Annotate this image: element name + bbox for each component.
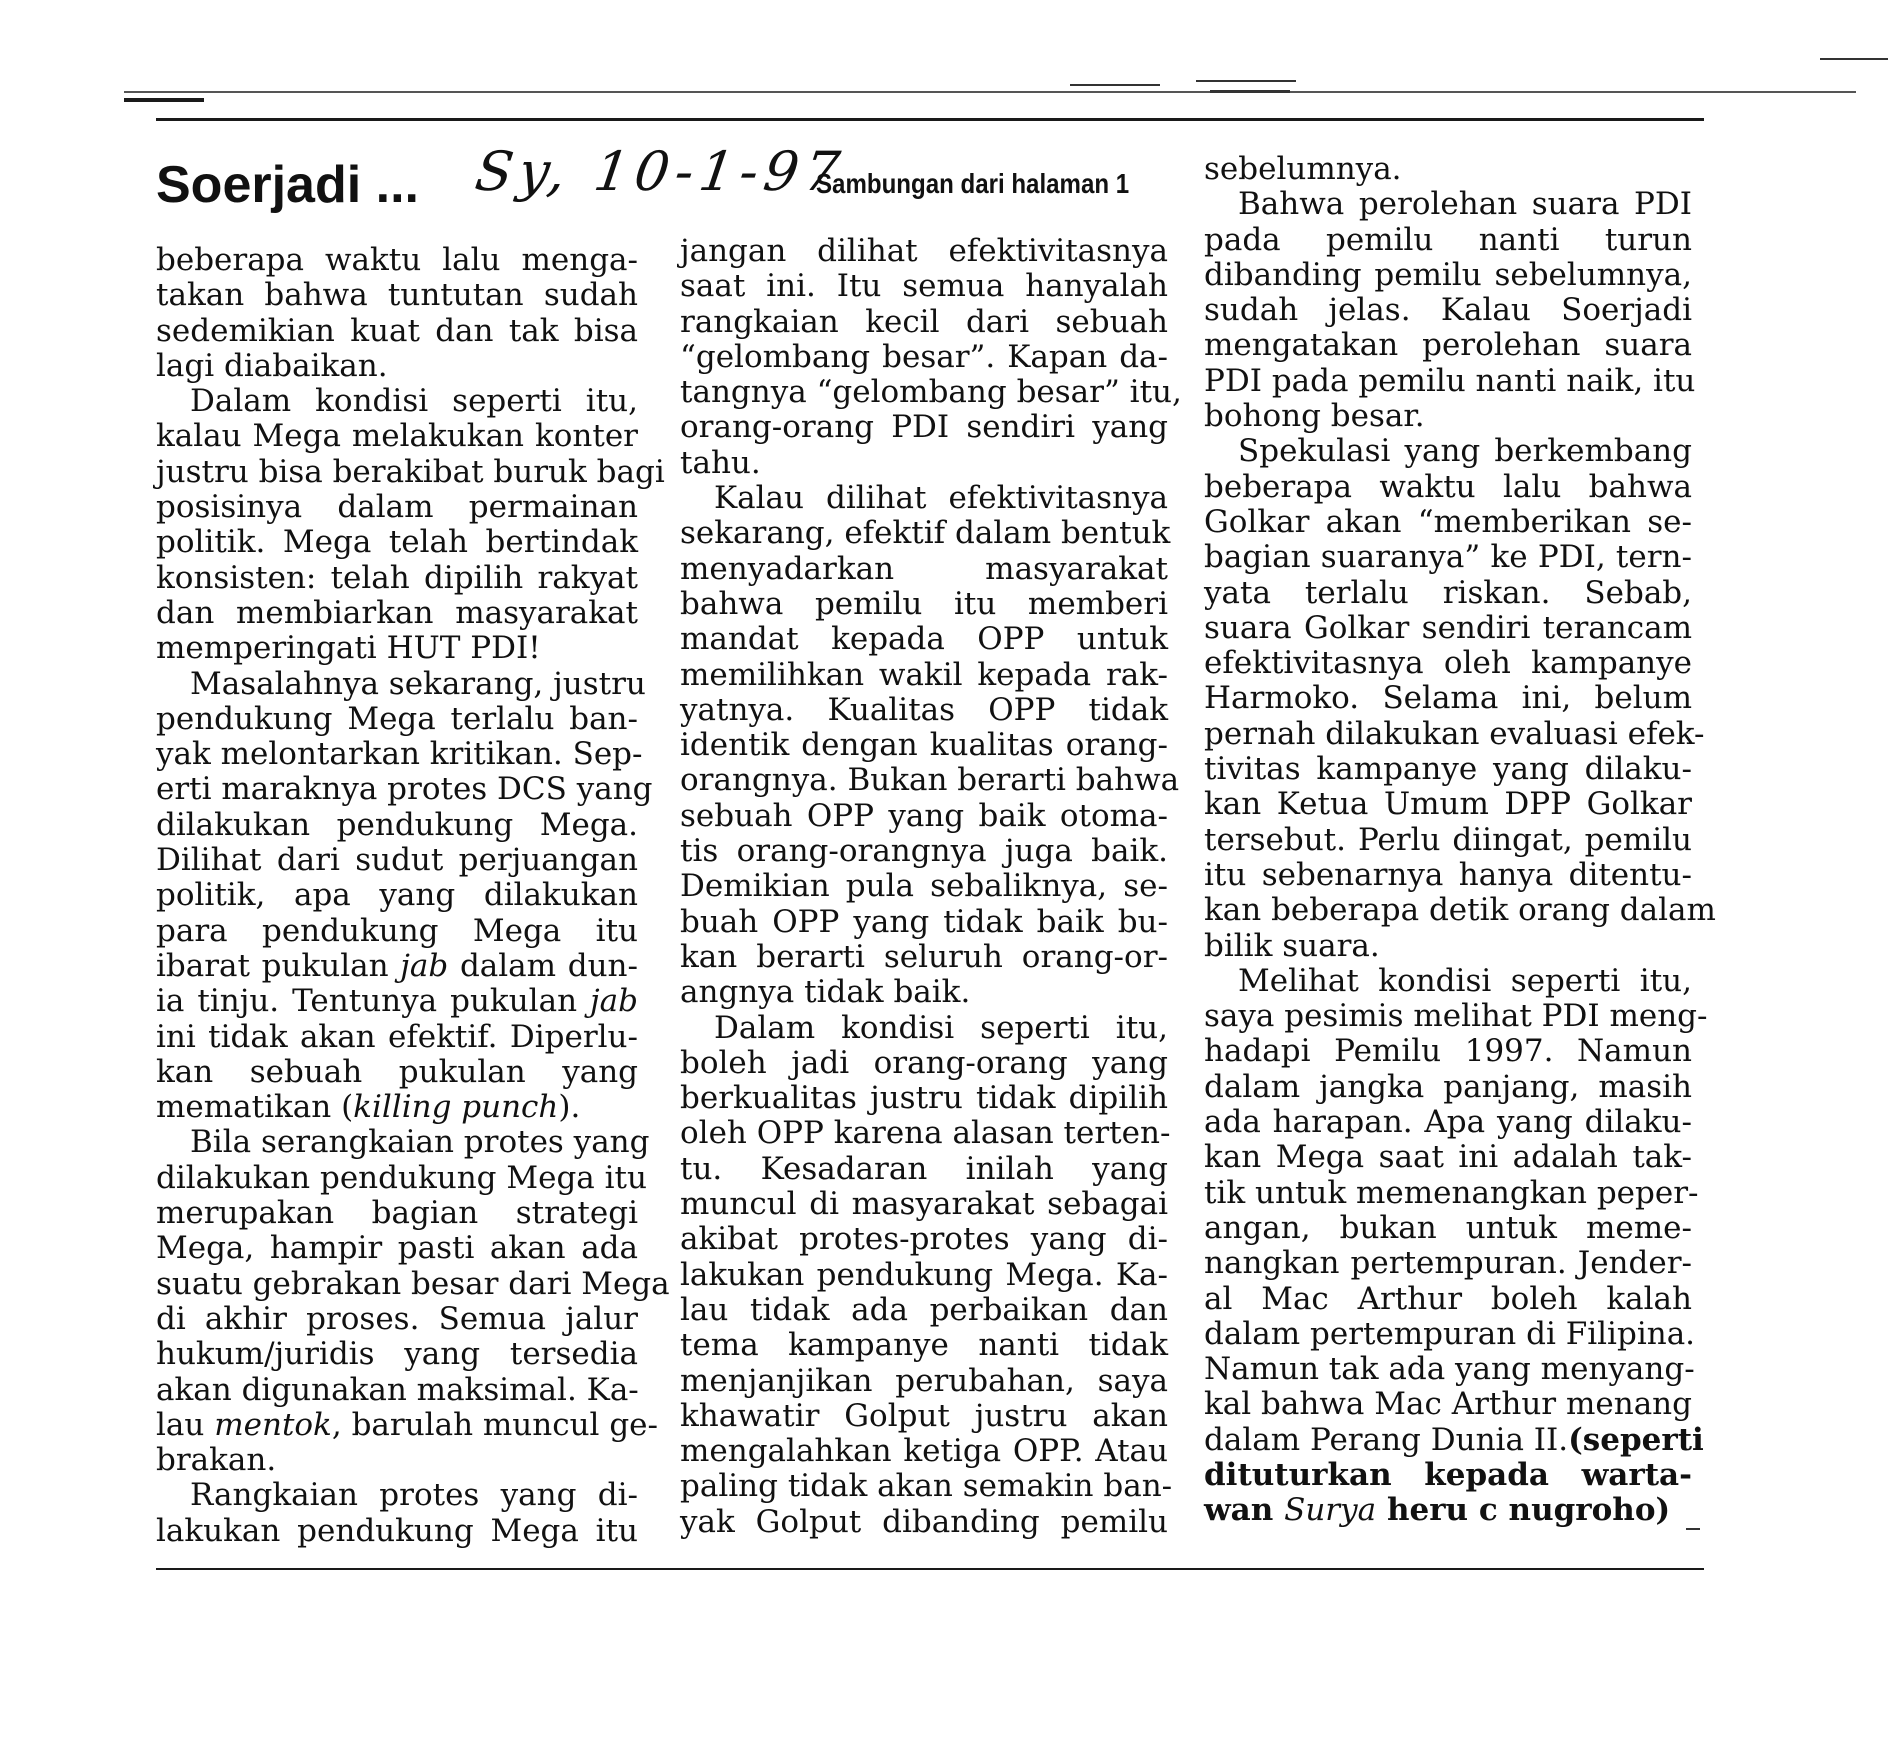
- text-line: lagi diabaikan.: [156, 347, 388, 384]
- text-line: suatu gebrakan besar dari Mega: [156, 1265, 670, 1302]
- text-line: ada harapan. Apa yang dilaku-: [1204, 1104, 1692, 1141]
- text-line: sebelumnya.: [1204, 151, 1402, 187]
- text-line: memperingati HUT PDI!: [156, 630, 541, 667]
- text-run: , barulah muncul ge-: [331, 1406, 658, 1443]
- text-line: ini tidak akan efektif. Diperlu-: [156, 1018, 638, 1055]
- text-line: posisinya dalam permainan: [156, 489, 638, 526]
- text-line: mengalahkan ketiga OPP. Atau: [680, 1433, 1168, 1470]
- text-line: bohong besar.: [1204, 398, 1425, 435]
- text-run: dalam dun-: [459, 947, 638, 984]
- text-line: bilik suara.: [1204, 927, 1380, 964]
- text-line: hukum/juridis yang tersedia: [156, 1336, 638, 1373]
- text-line: efektivitasnya oleh kampanye: [1204, 645, 1692, 682]
- text-line: kan Mega saat ini adalah tak-: [1204, 1139, 1692, 1176]
- text-line: kan sebuah pukulan yang: [156, 1053, 638, 1090]
- text-line: brakan.: [156, 1442, 277, 1479]
- text-line: kan berarti seluruh orang-or-: [680, 938, 1168, 975]
- italic-term: jab: [400, 947, 449, 984]
- text-line: akan digunakan maksimal. Ka-: [156, 1371, 639, 1408]
- text-line: tema kampanye nanti tidak: [680, 1327, 1168, 1364]
- text-line: tersebut. Perlu diingat, pemilu: [1204, 821, 1692, 858]
- article-column-3: [1204, 151, 1716, 1529]
- text-line: hadapi Pemilu 1997. Namun: [1204, 1033, 1692, 1070]
- text-line: kan Ketua Umum DPP Golkar: [1204, 786, 1692, 823]
- text-line: oleh OPP karena alasan terten-: [680, 1115, 1171, 1152]
- text-line: suara Golkar sendiri terancam: [1204, 609, 1692, 646]
- text-run: lau: [156, 1406, 205, 1443]
- text-line: khawatir Golput justru akan: [680, 1397, 1168, 1434]
- bottom-rule: [156, 1568, 1704, 1570]
- text-line: erti maraknya protes DCS yang: [156, 771, 653, 808]
- text-line: justru bisa berakibat buruk bagi: [156, 453, 665, 490]
- text-line: yatnya. Kualitas OPP tidak: [680, 691, 1168, 728]
- text-line: bahwa pemilu itu memberi: [680, 585, 1168, 622]
- text-line: dilakukan pendukung Mega itu: [156, 1159, 647, 1196]
- text-line: sudah jelas. Kalau Soerjadi: [1204, 292, 1692, 329]
- text-line: saat ini. Itu semua hanyalah: [680, 268, 1168, 305]
- text-line: Melihat kondisi seperti itu,: [1238, 962, 1692, 999]
- text-line: orang-orang PDI sendiri yang: [680, 409, 1168, 446]
- text-line: takan bahwa tuntutan sudah: [156, 277, 638, 314]
- scan-mark: [1210, 90, 1290, 93]
- text-line: [156, 949, 638, 984]
- text-line: Kalau dilihat efektivitasnya: [714, 480, 1168, 517]
- text-line: yak Golput dibanding pemilu: [680, 1503, 1168, 1540]
- text-line: mengatakan perolehan suara: [1204, 327, 1692, 364]
- text-line: Mega, hampir pasti akan ada: [156, 1230, 638, 1267]
- scan-mark: [1820, 58, 1888, 60]
- text-line: buah OPP yang tidak baik bu-: [680, 903, 1168, 940]
- handwritten-date-note: Sy, 10-1-97: [471, 140, 850, 203]
- text-line: Dalam kondisi seperti itu,: [714, 1009, 1168, 1046]
- text-line: saya pesimis melihat PDI meng-: [1204, 998, 1708, 1035]
- text-line: [156, 984, 638, 1019]
- italic-term: killing punch: [353, 1089, 559, 1126]
- text-line: orangnya. Bukan berarti bahwa: [680, 762, 1180, 799]
- article-column-2: [680, 233, 1182, 1540]
- text-line: di akhir proses. Semua jalur: [156, 1300, 638, 1337]
- text-line: Namun tak ada yang menyang-: [1204, 1351, 1695, 1388]
- text-line: tik untuk memenangkan peper-: [1204, 1174, 1699, 1211]
- text-line: identik dengan kualitas orang-: [680, 727, 1168, 764]
- text-line: paling tidak akan semakin ban-: [680, 1468, 1173, 1505]
- text-line: yak melontarkan kritikan. Sep-: [156, 736, 643, 773]
- text-line: tis orang-orangnya juga baik.: [680, 833, 1168, 870]
- italic-term: mentok: [214, 1406, 332, 1443]
- text-line: dilakukan pendukung Mega.: [156, 806, 638, 843]
- text-line: [156, 1090, 638, 1125]
- text-line: lau tidak ada perbaikan dan: [680, 1291, 1168, 1328]
- text-line: dan membiarkan masyarakat: [156, 594, 638, 631]
- text-line: menjanjikan perubahan, saya: [680, 1362, 1168, 1399]
- text-line: [156, 1406, 658, 1443]
- text-run: wan: [1204, 1492, 1274, 1529]
- newspaper-name: Surya: [1284, 1492, 1377, 1529]
- text-line: sebuah OPP yang baik otoma-: [680, 797, 1168, 834]
- scan-mark: [1070, 84, 1160, 86]
- text-run: ).: [558, 1089, 581, 1126]
- text-line: kalau Mega melakukan konter: [156, 418, 638, 455]
- article-title: Soerjadi ...: [156, 156, 419, 214]
- text-line: beberapa waktu lalu menga-: [156, 242, 638, 278]
- text-line: Spekulasi yang berkembang: [1238, 433, 1692, 470]
- text-run: ibarat pukulan: [156, 947, 389, 984]
- byline-line: dituturkan kepada warta-: [1204, 1456, 1692, 1493]
- text-line: al Mac Arthur boleh kalah: [1204, 1280, 1692, 1317]
- text-line: boleh jadi orang-orang yang: [680, 1044, 1168, 1081]
- text-line: Bahwa perolehan suara PDI: [1238, 186, 1692, 223]
- text-line: rangkaian kecil dari sebuah: [680, 303, 1168, 340]
- byline-line: [1204, 1493, 1692, 1528]
- continued-from-label: Sambungan dari halaman 1: [816, 168, 1130, 199]
- top-rule-thin: [124, 91, 1856, 93]
- text-run: ia tinju. Tentunya pukulan: [156, 983, 578, 1020]
- text-line: kal bahwa Mac Arthur menang: [1204, 1386, 1692, 1423]
- top-rule-thick-left: [124, 98, 204, 102]
- text-line: sedemikian kuat dan tak bisa: [156, 312, 638, 349]
- text-line: lakukan pendukung Mega. Ka-: [680, 1256, 1168, 1293]
- text-line: politik. Mega telah bertindak: [156, 524, 638, 561]
- text-line: tahu.: [680, 444, 761, 481]
- text-line: nangkan pertempuran. Jender-: [1204, 1245, 1692, 1282]
- text-line: Rangkaian protes yang di-: [190, 1477, 638, 1514]
- text-line: Harmoko. Selama ini, belum: [1204, 680, 1692, 717]
- text-line: angan, bukan untuk meme-: [1204, 1209, 1692, 1246]
- text-line: pendukung Mega terlalu ban-: [156, 700, 638, 737]
- text-line: merupakan bagian strategi: [156, 1195, 638, 1232]
- text-run: heru c nugroho): [1386, 1492, 1671, 1529]
- text-line: “gelombang besar”. Kapan da-: [680, 338, 1168, 375]
- text-line: menyadarkan masyarakat: [680, 550, 1168, 587]
- text-line: berkualitas justru tidak dipilih: [680, 1080, 1168, 1117]
- header-rule: [156, 118, 1704, 121]
- text-line: Dalam kondisi seperti itu,: [190, 383, 638, 420]
- text-line: politik, apa yang dilakukan: [156, 877, 638, 914]
- text-line: memilihkan wakil kepada rak-: [680, 656, 1168, 693]
- text-line: pernah dilakukan evaluasi efek-: [1204, 715, 1705, 752]
- text-line: dalam jangka panjang, masih: [1204, 1068, 1692, 1105]
- text-line: pada pemilu nanti turun: [1204, 221, 1692, 258]
- text-line: itu sebenarnya hanya ditentu-: [1204, 856, 1692, 893]
- scan-mark: [1196, 80, 1296, 82]
- text-line: PDI pada pemilu nanti naik, itu: [1204, 362, 1696, 399]
- text-line: bagian suaranya” ke PDI, tern-: [1204, 539, 1692, 576]
- text-line: [1204, 1421, 1704, 1458]
- text-line: tangnya “gelombang besar” itu,: [680, 374, 1182, 411]
- byline-bold: (seperti: [1568, 1421, 1704, 1458]
- text-line: kan beberapa detik orang dalam: [1204, 892, 1716, 929]
- text-line: dalam pertempuran di Filipina.: [1204, 1315, 1696, 1352]
- scan-mark: [1686, 1528, 1700, 1530]
- text-line: jangan dilihat efektivitasnya: [680, 233, 1168, 269]
- text-line: beberapa waktu lalu bahwa: [1204, 468, 1692, 505]
- text-line: Bila serangkaian protes yang: [190, 1124, 650, 1161]
- text-line: yata terlalu riskan. Sebab,: [1204, 574, 1692, 611]
- text-line: konsisten: telah dipilih rakyat: [156, 559, 638, 596]
- text-line: tivitas kampanye yang dilaku-: [1204, 751, 1692, 788]
- text-line: Demikian pula sebaliknya, se-: [680, 868, 1168, 905]
- text-line: para pendukung Mega itu: [156, 912, 638, 949]
- italic-term: jab: [590, 983, 638, 1020]
- text-line: lakukan pendukung Mega itu: [156, 1512, 638, 1549]
- text-line: dibanding pemilu sebelumnya,: [1204, 256, 1692, 293]
- text-line: angnya tidak baik.: [680, 974, 971, 1011]
- text-line: mandat kepada OPP untuk: [680, 621, 1168, 658]
- text-line: Masalahnya sekarang, justru: [190, 665, 646, 702]
- text-run: mematikan (: [156, 1089, 354, 1126]
- text-line: Dilihat dari sudut perjuangan: [156, 842, 638, 879]
- text-line: muncul di masyarakat sebagai: [680, 1186, 1168, 1223]
- text-line: Golkar akan “memberikan se-: [1204, 503, 1692, 540]
- text-line: tu. Kesadaran inilah yang: [680, 1150, 1168, 1187]
- text-line: sekarang, efektif dalam bentuk: [680, 515, 1171, 552]
- text-run: dalam Perang Dunia II.: [1204, 1421, 1569, 1458]
- article-column-1: [156, 242, 670, 1549]
- text-line: akibat protes-protes yang di-: [680, 1221, 1168, 1258]
